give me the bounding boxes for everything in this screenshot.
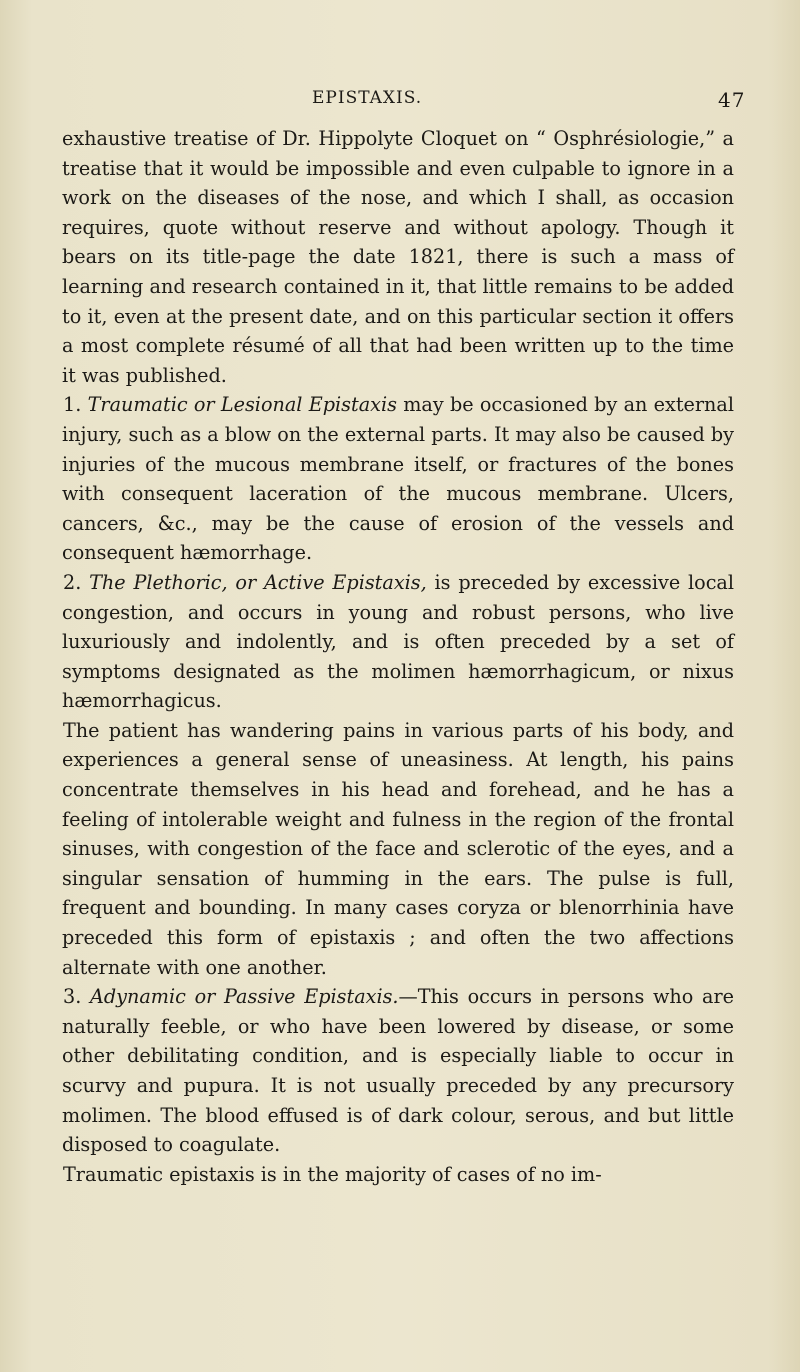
paragraph-text: Traumatic epistaxis is in the majority of cases of no im- (63, 1162, 602, 1186)
section-heading-italic: Adynamic or Passive Epistaxis. (90, 985, 399, 1009)
paragraph-text: is preceded by excessive local congestion, and occurs in young and robust persons, who live luxuriously and indolently, and is often preceded by a set of symptoms designated as the molimen hæmorrhagicum, or nixus hæmorrhagicus. (62, 570, 735, 713)
body-text (62, 124, 734, 1189)
paragraph-traumatic-note (62, 1160, 734, 1190)
running-title: EPISTAXIS. (312, 88, 423, 108)
paragraph-text: may be occasioned by an external injury, such as a blow on the external parts. It may also be caused by injuries of the mucous membrane itself, or fractures of the bones with consequent laceration of the mucous membrane. Ulcers, cancers, &c., may be the cause of erosion of the vessels and consequent hæmorrhage. (62, 393, 734, 565)
paragraph-traumatic-epistaxis (62, 390, 734, 568)
section-heading-italic: Traumatic or Lesional Epistaxis (87, 393, 397, 417)
section-number: 1. (63, 393, 88, 417)
section-heading-italic: The Plethoric, or Active Epistaxis, (89, 570, 427, 594)
paragraph-symptoms (62, 716, 734, 982)
paragraph-cloquet-treatise (62, 124, 734, 390)
page-number: 47 (718, 88, 746, 112)
paragraph-adynamic-epistaxis (62, 982, 734, 1160)
paragraph-text: —This occurs in persons who are naturally feeble, or who have been lowered by disease, or some other debilitating condition, and is especially liable to occur in scurvy and pupura. It is not usually preceded by any precursory molimen. The blood effused is of dark colour, serous, and but little disposed to coagulate. (62, 985, 735, 1157)
section-number: 2. (63, 570, 90, 594)
running-head (0, 88, 800, 112)
paragraph-text: The patient has wandering pains in various parts of his body, and experiences a general sense of uneasiness. At length, his pains concentrate themselves in his head and forehead, and he has a feeling of intolerable weight and fulness in the region of the frontal sinuses, with congestion of the face and sclerotic of the eyes, and a singular sensation of humming in the ears. The pulse is full, frequent and bounding. In many cases coryza or blenorrhinia have preceded this form of epistaxis ; and often the two affections alternate with one another. (62, 718, 734, 979)
paragraph-text: exhaustive treatise of Dr. Hippolyte Cloquet on “ Osphrésiologie,” a treatise that it would be impossible and even culpable to ignore in a work on the diseases of the nose, and which I shall, as occasion requires, quote without reserve and without apology. Though it bears on its title-page the date 1821, there is such a mass of learning and research contained in it, that little remains to be added to it, even at the present date, and on this particular section it offers a most complete résumé of all that had been written up to the time it was published. (62, 127, 734, 387)
section-number: 3. (63, 985, 91, 1009)
paragraph-plethoric-epistaxis (62, 568, 734, 716)
